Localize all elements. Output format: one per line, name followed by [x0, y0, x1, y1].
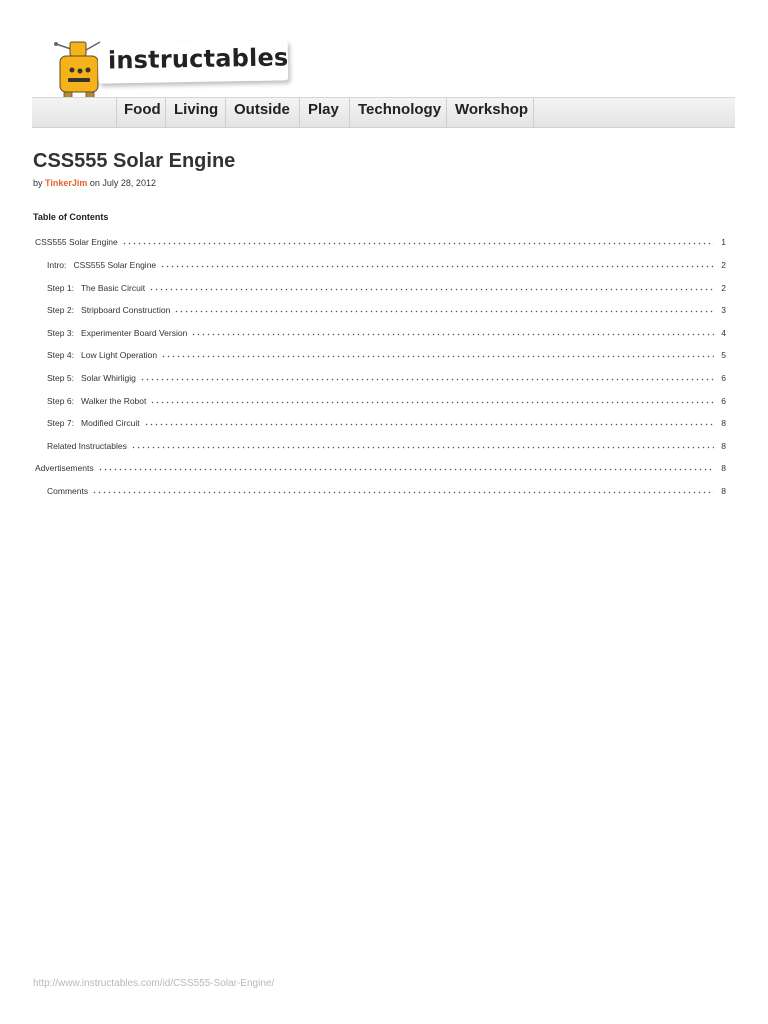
- toc-dot-leader: [150, 395, 714, 404]
- toc-entry-label: CSS555 Solar Engine: [35, 237, 118, 247]
- page-title: CSS555 Solar Engine: [33, 150, 236, 172]
- toc-entry-page: 2: [721, 283, 726, 293]
- toc-entry[interactable]: [47, 484, 726, 496]
- toc-dot-leader: [161, 349, 714, 358]
- toc-entry[interactable]: [47, 416, 726, 428]
- toc-entry-label: Step 2: Stripboard Construction: [47, 305, 171, 315]
- toc-entry-label: Advertisements: [35, 463, 94, 473]
- publish-date: on July 28, 2012: [89, 178, 156, 188]
- toc-dot-leader: [131, 440, 714, 449]
- toc-dot-leader: [140, 372, 714, 381]
- toc-entry[interactable]: [47, 303, 726, 315]
- nav-item-play[interactable]: Play: [300, 98, 350, 127]
- toc-heading: Table of Contents: [33, 212, 109, 222]
- toc-entry[interactable]: [47, 326, 726, 338]
- toc-entry[interactable]: [35, 461, 726, 473]
- toc-entry-page: 8: [721, 441, 726, 451]
- toc-entry[interactable]: [47, 281, 726, 293]
- toc-entry[interactable]: [47, 348, 726, 360]
- byline-prefix: by: [33, 178, 43, 188]
- nav-item-food[interactable]: Food: [116, 98, 166, 127]
- toc-dot-leader: [98, 462, 714, 471]
- toc-entry-page: 2: [721, 260, 726, 270]
- footer-url-link[interactable]: http://www.instructables.com/id/CSS555-Solar-Engine/: [33, 978, 275, 989]
- toc-entry-label: Step 6: Walker the Robot: [47, 396, 147, 406]
- toc-entry-page: 3: [721, 305, 726, 315]
- toc-entry[interactable]: [47, 439, 726, 451]
- toc-entry-label: Step 5: Solar Whirligig: [47, 373, 136, 383]
- toc-entry-label: Related Instructables: [47, 441, 127, 451]
- toc-entry-label: Step 3: Experimenter Board Version: [47, 328, 188, 338]
- toc-dot-leader: [122, 236, 714, 245]
- toc-entry-label: Comments: [47, 486, 89, 496]
- category-navbar: [32, 97, 735, 128]
- toc-entry-label: Step 1: The Basic Circuit: [47, 283, 146, 293]
- byline: [33, 178, 156, 188]
- toc-dot-leader: [92, 485, 714, 494]
- toc-entry[interactable]: [47, 258, 726, 270]
- nav-item-outside[interactable]: Outside: [226, 98, 300, 127]
- toc-dot-leader: [160, 259, 714, 268]
- toc-entry-label: Step 7: Modified Circuit: [47, 418, 140, 428]
- nav-item-workshop[interactable]: Workshop: [447, 98, 534, 127]
- toc-entry-page: 8: [721, 486, 726, 496]
- nav-item-technology[interactable]: Technology: [350, 98, 447, 127]
- author-link[interactable]: TinkerJim: [45, 178, 88, 188]
- toc-dot-leader: [174, 304, 714, 313]
- toc-entry[interactable]: [35, 235, 726, 247]
- site-logo[interactable]: [98, 40, 289, 83]
- toc-entry-page: 6: [721, 396, 726, 406]
- nav-item-living[interactable]: Living: [166, 98, 226, 127]
- toc-entry-page: 4: [721, 328, 726, 338]
- toc-dot-leader: [191, 327, 714, 336]
- toc-entry-page: 8: [721, 418, 726, 428]
- toc-entry-page: 8: [721, 463, 726, 473]
- toc-entry[interactable]: [47, 371, 726, 383]
- logo-text: instructables: [107, 43, 289, 75]
- toc-dot-leader: [149, 282, 714, 291]
- toc-entry-page: 1: [721, 237, 726, 247]
- toc-dot-leader: [144, 417, 714, 426]
- toc-entry-label: Intro: CSS555 Solar Engine: [47, 260, 157, 270]
- toc-entry[interactable]: [47, 394, 726, 406]
- toc-entry-page: 6: [721, 373, 726, 383]
- toc-entry-label: Step 4: Low Light Operation: [47, 350, 158, 360]
- toc-entry-page: 5: [721, 350, 726, 360]
